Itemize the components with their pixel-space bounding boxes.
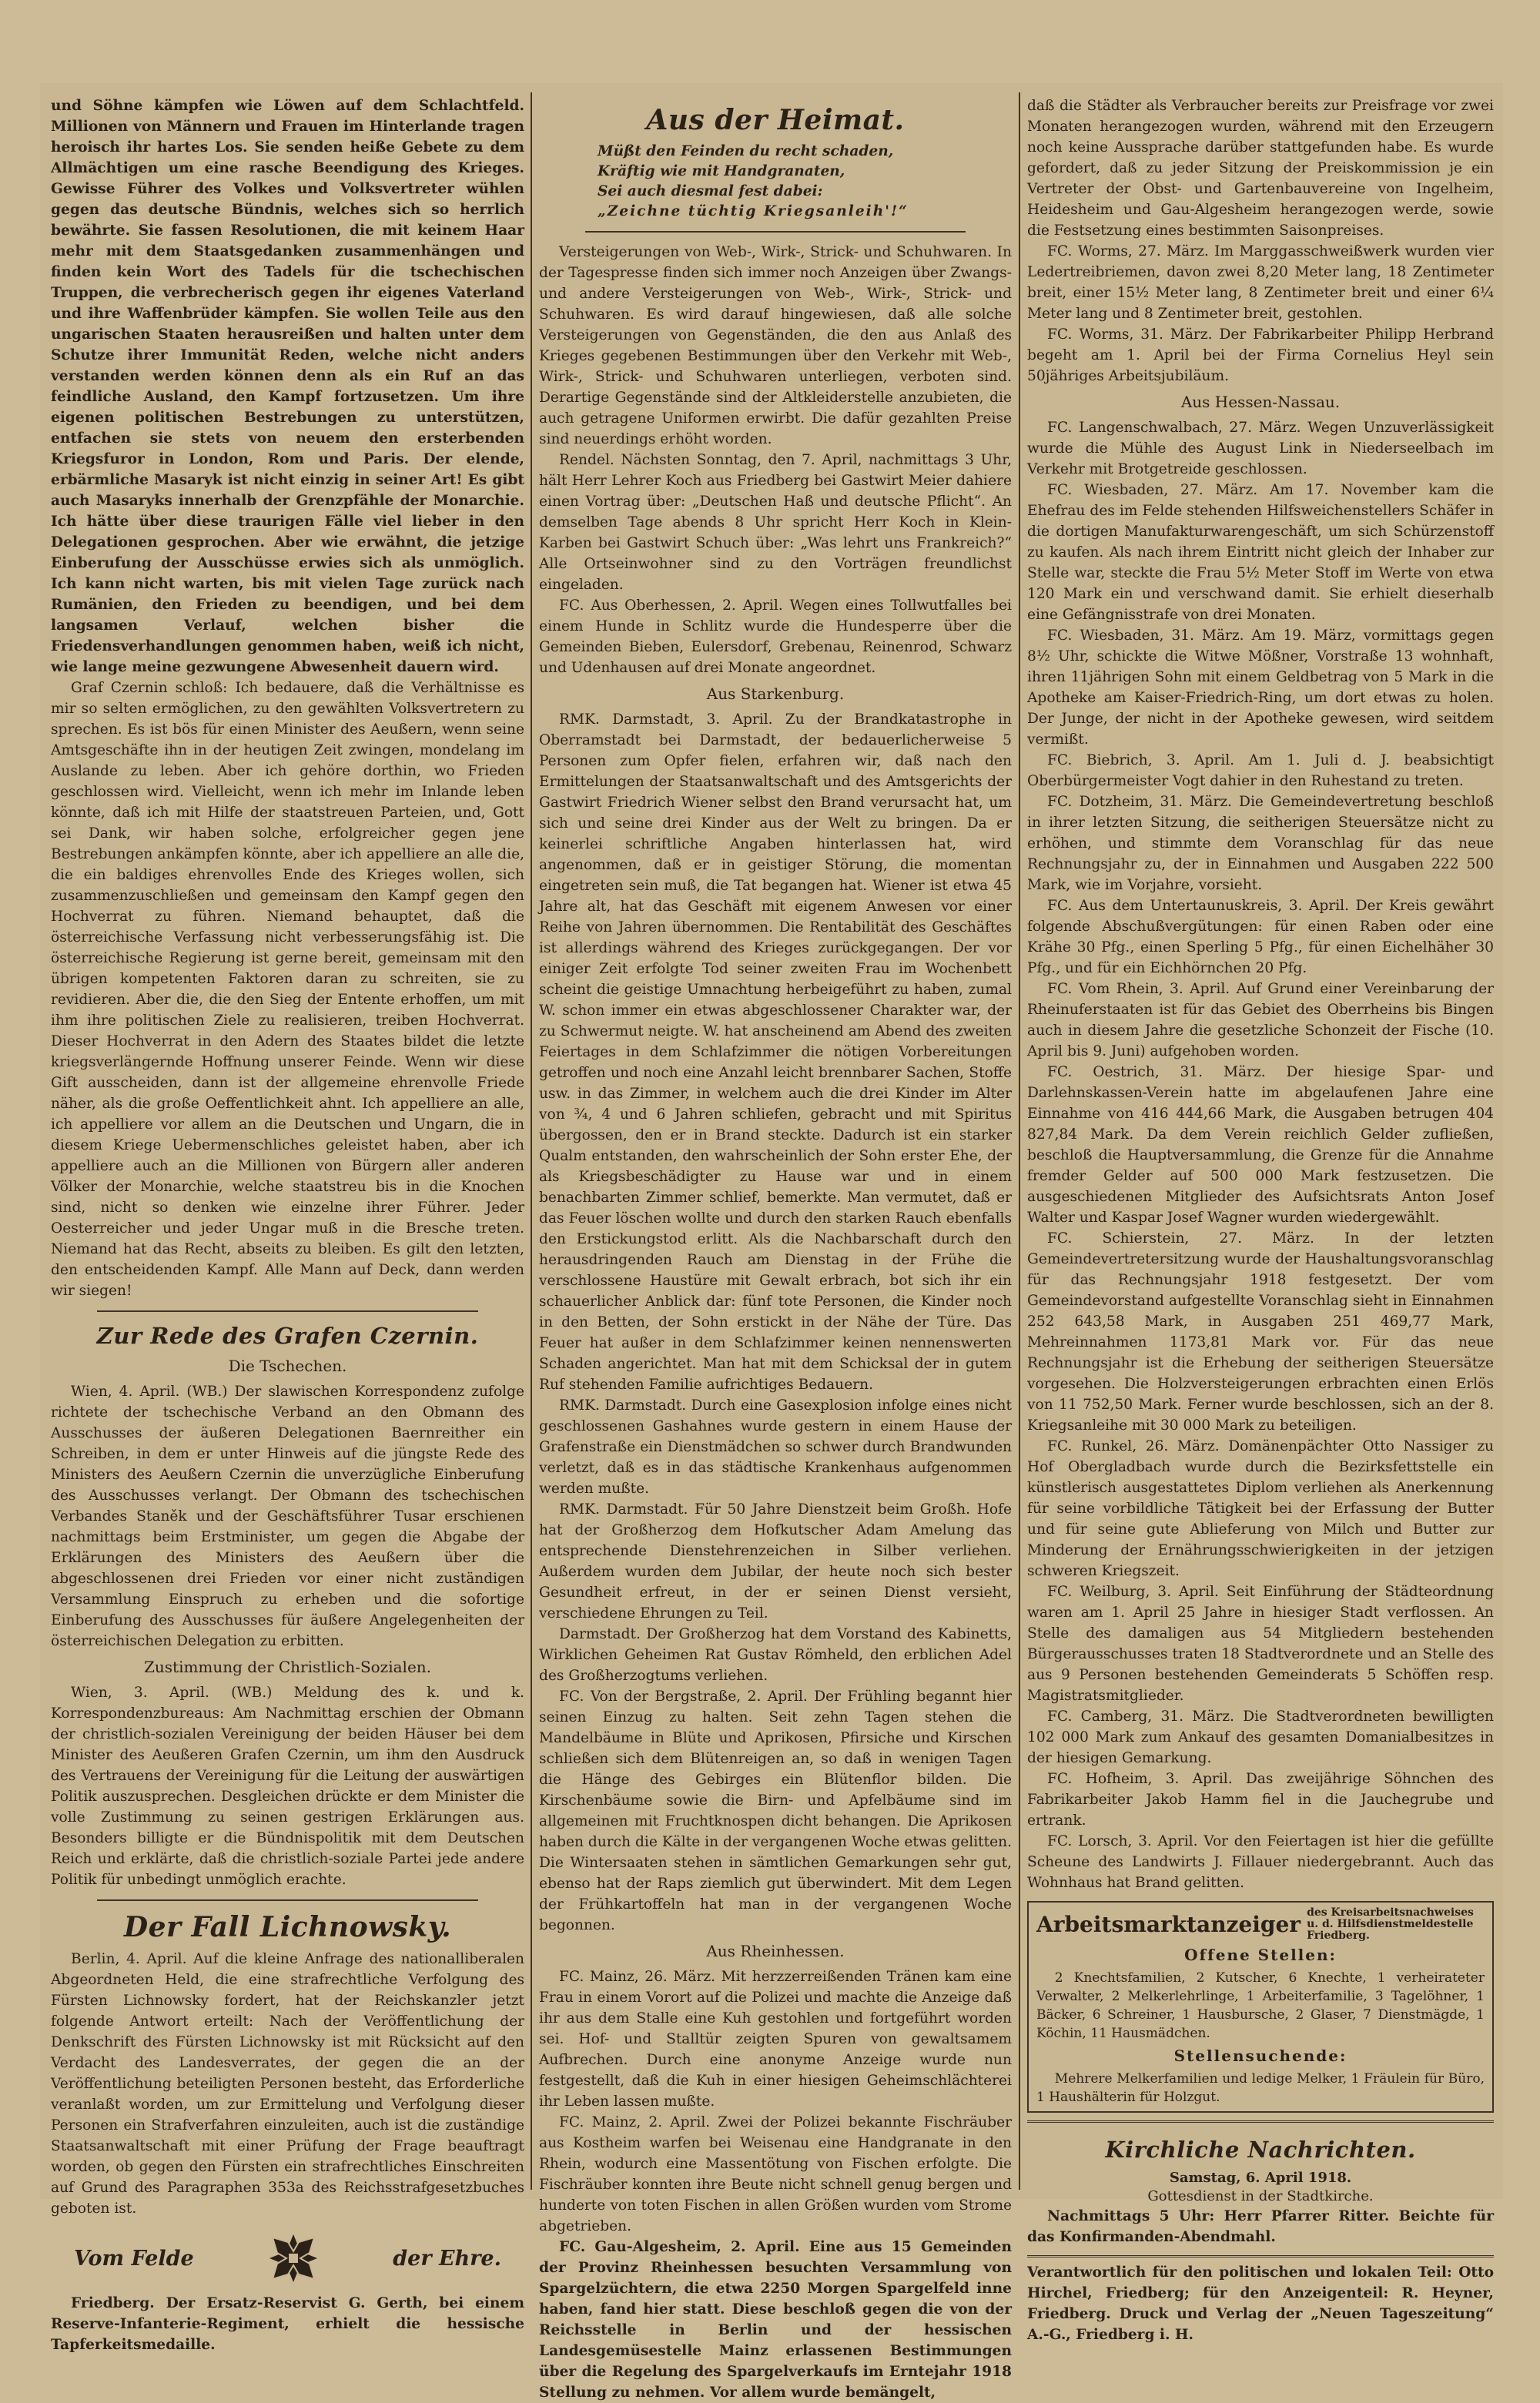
ad-subtitle: des Kreisarbeitsnachweises u. d. Hilfsdienstmeldestelle Friedberg. [1307,1906,1474,1942]
article-paragraph: FC. Weilburg, 3. April. Seit Einführung der Städteordnung waren am 1. April 25 Jahre in hiesiger Stadt verflossen. An Stelle des damaligen aus 54 Mitgliedern bestehenden Bürgerausschusses traten 18 Stadtverordnete und an Stelle des aus 9 Personen bestehenden Gemeinderats 5 Schöffen resp. Magistratsmitglieder. [1027,1584,1494,1704]
article-paragraph: Rendel. Nächsten Sonntag, den 7. April, nachmittags 3 Uhr, hält Herr Lehrer Koch aus Friedberg bei Gastwirt Meier dahiere einen Vortrag über: „Deutschen Haß und deutsche Pflicht“. An demselben Tage abends 8 Uhr spricht Herr Koch in Klein-Karben bei Gastwirt Schuch über: „Was lehrt uns Frankreich?“ Alle Ortseinwohner sind zu den Vorträgen freundlichst eingeladen. [539,452,1012,593]
article-paragraph: FC. Mainz, 26. März. Mit herzzerreißenden Tränen kam eine Frau in einem Vorort auf die Polizei und machte die Anzeige daß ihr aus dem Stalle eine Kuh gestohlen und fortgeführt worden sei. Hof- und Stalltür zeigten Spuren von gewaltsamem Aufbrechen. Durch eine anonyme Anzeige wurde nun festgestellt, daß die Kuh in einer hiesigen Geheimschlächterei ihr Leben lassen mußte. [539,1969,1012,2110]
article-paragraph: FC. Lorsch, 3. April. Vor den Feiertagen ist hier die gefüllte Scheune des Landwirts J. Fillauer niedergebrannt. Auch das Wohnhaus hat Brand gelitten. [1027,1833,1494,1891]
article-paragraph: FC. Gau-Algesheim, 2. April. Eine aus 15 Gemeinden der Provinz Rheinhessen besuchten Versammlung von Spargelzüchtern, die etwa 2250 Morgen Spargelfeld inne haben, fand hier statt. Diese beschloß gegen die von der Reichsstelle in Berlin und der hessischen Landesgemüsestelle Mainz erlassenen Bestimmungen über die Regelung des Spargelverkaufs im Erntejahr 1918 Stellung zu nehmen. Vor allem wurde bemängelt, [539,2239,1012,2401]
subheading: Zustimmung der Christlich-Sozialen. [143,1658,432,1676]
article-paragraph: und Söhne kämpfen wie Löwen auf dem Schlachtfeld. Millionen von Männern und Frauen im Hinterlande tragen heroisch ihr hartes Los. Sie senden heiße Gebete zu dem Allmächtigen um eine rasche Beendigung des Krieges. Gewisse Führer des Volkes und Volksvertreter wühlen gegen das deutsche Bündnis, welches sich so herrlich bewährte. Sie fassen Resolutionen, die mit keinem Haar mehr mit dem Staatsgedanken zusammenhängen und finden kein Wort des Tadels für die tschechischen Truppen, die verbrecherisch gegen ihr eigenes Vaterland und ihre Waffenbrüder kämpfen. Sie wollen Teile aus den ungarischen Staaten herausreißen und halten unter dem Schutze ihrer Immunität Reden, welche nicht anders verstanden werden können denn als ein Ruf an das feindliche Ausland, den Kampf fortzusetzen. Um ihre eigenen politischen Bestrebungen zu unterstützen, entfachen sie stets von neuem den ersterbenden Kriegsfuror in London, Rom und Paris. Der elende, erbärmliche Masaryk ist nicht einzig in seiner Art! Es gibt auch Masaryks innerhalb der Grenzpfähle der Monarchie. Ich hätte über diese traurigen Fälle viel lieber in den Delegationen gesprochen. Aber wie erwähnt, die jetzige Einberufung der Ausschüsse erwies sich als unmöglich. Ich kann nicht warten, bis mit vielen Tage zurück nach Rumänien, den Frieden zu beendigen, und bei dem langsamen Verlauf, welchen bisher die Friedensverhandlungen genommen haben, weiß ich nicht, wie lange meine gezwungene Abwesenheit dauern wird. [51,98,524,675]
imprint-text: Verantwortlich für den politischen und lokalen Teil: Otto Hirchel, Friedberg; für den Anzeigenteil: R. Heyner, Friedberg. Druck und Verlag der „Neuen Tageszeitung“ A.-G., Friedberg i. H. [1027,2264,1494,2343]
honor-right-text: der Ehre. [393,2246,501,2271]
article-paragraph: FC. Aus Oberhessen, 2. April. Wegen eines Tollwutfalles bei einem Hunde in Schlitz wurde die Hundesperre über die Gemeinden Bieben, Eulersdorf, Grebenau, Reinenrod, Schwarz und Udenhausen auf drei Monate angeordnet. [539,597,1012,676]
article-paragraph: Wien, 3. April. (WB.) Meldung des k. und k. Korrespondenzbureaus: Am Nachmittag erschien der Obmann der christlich-sozialen Vereinigung der beiden Häuser bei dem Minister des Aeußeren Grafen Czernin, um ihm den Ausdruck des Vertrauens der Vereinigung für die Leitung der auswärtigen Politik auszusprechen. Desgleichen drückte er dem Minister die volle Zustimmung zu seinen gestrigen Erklärungen aus. Besonders billigte er die Bündnispolitik mit dem Deutschen Reich und erklärte, daß die christlich-soziale Partei jede andere Politik für unbedingt unmöglich erachte. [51,1685,524,1888]
church-heading: Kirchliche Nachrichten. [1105,2137,1416,2163]
headline-lichnowsky: Der Fall Lichnowsky. [123,1911,452,1943]
article-paragraph: Graf Czernin schloß: Ich bedauere, daß die Verhältnisse es mir so selten ermöglichen, zu den gewählten Volksvertretern zu sprechen. Es ist bös für einen Minister des Aeußern, wenn seine Amtsgeschäfte ihn in der heutigen Zeit zwingen, mondelang im Auslande zu leben. Aber ich gehöre dorthin, wo Frieden geschlossen wird. Vielleicht, wenn ich mehr im Inlande leben könnte, daß ich mit Hilfe der staatstreuen Parteien, und, Gott sei Dank, wir haben solche, erfolgreicher gegen jene Bestrebungen ankämpfen könnte, aber ich appelliere an alle die, die ein baldiges ehrenvolles Ende des Krieges wollen, sich zusammenzuschließen und gemeinsam den Kampf gegen den Hochverrat zu führen. Niemand behauptet, daß die österreichische Verfassung nicht verbesserungsfähig ist. Die österreichische Regierung ist gerne bereit, gemeinsam mit den übrigen kompetenten Faktoren daran zu schreiten, sie zu revidieren. Aber die, die den Sieg der Entente erhoffen, um mit ihm ihre politischen Ziele zu realisieren, treiben Hochverrat. Dieser Hochverrat in den Adern des Staates bildet die letzte kriegsverlängernde Hoffnung unserer Feinde. Wenn wir diese Gift ausscheiden, dann ist der allgemeine ehrenvolle Friede näher, als die große Oeffentlichkeit ahnt. Ich appelliere an alle, ich appelliere vor allem an die Deutschen und Ungarn, die in diesem Kriege Uebermenschliches geleistet haben, aber ich appelliere auch an die Millionen von Bürgern aller anderen Völker der Monarchie, welche staatstreu bis in die Knochen sind, nicht so denken wie einzelne ihrer Führer. Jeder Oesterreicher und jeder Ungar muß in die Bresche treten. Niemand hat das Recht, abseits zu bleiben. Es gilt den letzten, den entscheidenden Kampf. Alle Mann auf Deck, dann werden wir siegen! [51,680,524,1299]
article-paragraph: Wien, 4. April. (WB.) Der slawischen Korrespondenz zufolge richtete der tschechische Verband an den Obmann des Ausschusses der äußeren Delegationen Baernreither ein Schreiben, in dem er unter Hinweis auf die jüngste Rede des Ministers des Aeußern Czernin die unverzügliche Einberufung des Ausschusses verlangt. Der Obmann des tschechischen Verbandes Staněk und der Geschäftsführer Tusar erschienen nachmittags beim Erstminister, um gegen die Abgabe der Erklärungen des Ministers des Aeußern über die abgeschlossenen drei Frieden vor einer nicht zuständigen Versammlung Einspruch zu erheben und die sofortige Einberufung des Ausschusses für äußere Angelegenheiten der österreichischen Delegation zu erbitten. [51,1384,524,1649]
article-paragraph: FC. Oestrich, 31. März. Der hiesige Spar- und Darlehnskassen-Verein hatte im abgelaufenen Jahre eine Einnahme von 416 444,66 Mark, die Ausgaben betrugen 404 827,84 Mark. Da dem Verein reichlich Gelder zufließen, beschloß die Hauptversammlung, die Grenze für die Annahme fremder Gelder auf 500 000 Mark festzusetzen. Die ausgeschiedenen Mitglieder des Aufsichtsrats Anton Josef Walter und Kaspar Josef Wagner wurden wiedergewählt. [1027,1064,1494,1226]
church-text: Nachmittags 5 Uhr: Herr Pfarrer Ritter. Beichte für das Konfirmanden-Abendmahl. [1027,2208,1494,2245]
article-paragraph: FC. Mainz, 2. April. Zwei der Polizei bekannte Fischräuber aus Kostheim warfen bei Weisenau eine Handgranate in den Rhein, wodurch eine Massentötung von Fischen erfolgte. Die Fischräuber konnten ihre Beute nicht schnell genug bergen und hunderte von toten Fischen in allen Größen wurden vom Strome abgetrieben. [539,2114,1012,2234]
church-date: Samstag, 6. April 1918. [1169,2170,1352,2186]
ad-header [1036,1907,1485,1942]
divider [97,1899,478,1901]
ad-text: 2 Knechtsfamilien, 2 Kutscher, 6 Knechte, 1 verheirateter Verwalter, 2 Melkerlehrlinge, 1 Arbeiterfamilie, 3 Tagelöhner, 1 Bäcker, 6 Schreiner, 1 Hausbursche, 2 Glaser, 7 Dienstmägde, 1 Köchin, 11 Hausmädchen. [1036,1970,1485,2041]
poem-line: Sei auch diesmal fest dabei: [598,183,823,199]
article-paragraph: FC. Runkel, 26. März. Domänenpächter Otto Nassiger zu Hof Obergladbach wurde durch die Bezirksfettstelle ein künstlerisch ausgestattetes Diplom verliehen als Anerkennung für seine vorbildliche Tätigkeit bei der Erfassung der Butter und für seine gute Ablieferung von Milch und Butter zur Minderung der Ernährungsschwierigkeiten in der jetzigen schweren Kriegszeit. [1027,1438,1494,1579]
article-paragraph: FC. Worms, 31. März. Der Fabrikarbeiter Philipp Herbrand begeht am 1. April bei der Firma Cornelius Heyl sein 50jähriges Arbeitsjubiläum. [1027,326,1494,384]
headline-czernin: Zur Rede des Grafen Czernin. [96,1323,479,1349]
divider [97,1310,478,1312]
imprint [1027,2255,1494,2345]
honor-left-text: Vom Felde [74,2246,194,2271]
article-paragraph: FC. Aus dem Untertaunuskreis, 3. April. Der Kreis gewährt folgende Abschußvergütungen: für einen Raben oder eine Krähe 30 Pfg., einen Sperling 5 Pfg., für einen Eichelhäher 30 Pfg., und für ein Eichhörnchen 20 Pfg. [1027,898,1494,976]
iron-cross-icon [265,2230,322,2287]
article-paragraph: RMK. Darmstadt. Durch eine Gasexplosion infolge eines nicht geschlossenen Gashahnes wurde gestern in einem Hause der Grafenstraße ein Dienstmädchen so schwer durch Brandwunden verletzt, daß es in das städtische Krankenhaus aufgenommen werden mußte. [539,1397,1012,1497]
divider [585,231,966,233]
article-paragraph: RMK. Darmstadt, 3. April. Zu der Brandkatastrophe in Oberramstadt bei Darmstadt, der bedauerlicherweise 5 Personen zum Opfer fielen, erfahren wir, daß nach den Ermittelungen der Staatsanwaltschaft und des Amtsgerichts der Gastwirt Friedrich Wiener selbst den Brand verursacht hat, um sich und seine drei Kinder aus der Welt zu bringen. Da er keinerlei schriftliche Angaben hinterlassen hat, wird angenommen, daß er in geistiger Störung, die momentan eingetreten sein muß, die Tat begangen hat. Wiener ist etwa 45 Jahre alt, hat das Geschäft mit eigenem Anwesen vor einer Reihe von Jahren übernommen. Die Rentabilität des Geschäftes ist allerdings während des Krieges zurückgegangen. Der vor einiger Zeit erfolgte Tod seiner zweiten Frau im Wochenbett scheint die geistige Umnachtung herbeigeführt zu haben, zumal W. schon immer ein etwas abgeschlossener Charakter war, der zu Schwermut neigte. W. hat anscheinend am Abend des zweiten Feiertages in dem Schlafzimmer die nötigen Vorbereitungen getroffen und noch eine Anzahl leicht brennbarer Sachen, Stoffe usw. in das Zimmer, in welchem auch die drei Kinder im Alter von ¾, 4 und 6 Jahren schliefen, gebracht und mit Spiritus übergossen, den er in Brand steckte. Dadurch ist ein starker Qualm entstanden, den wahrscheinlich der Sohn erster Ehe, der als Kriegsbeschädigter zu Hause war und in einem benachbarten Zimmer schlief, bemerkte. Man vermutet, daß er das Feuer löschen wollte und durch den starken Rauch ebenfalls den Erstickungstod erlitt. Als die Nachbarschaft durch den herausdringenden Rauch am Dienstag in der Frühe die verschlossene Haustüre mit Gewalt erbrach, bot sich ihr ein schauerlicher Anblick dar: fünf tote Personen, die Kinder noch in den Betten, der Sohn erstickt in der Nähe der Türe. Das Feuer hat außer in dem Schlafzimmer keinen nennenswerten Schaden angerichtet. Man hat mit dem Schicksal der in gutem Ruf stehenden Familie aufrichtiges Bedauern. [539,711,1012,1393]
church-news [1027,2120,1494,2247]
article-paragraph: Friedberg. Der Ersatz-Reservist G. Gerth, bei einem Reserve-Infanterie-Regiment, erhielt die hessische Tapferkeitsmedaille. [51,2295,524,2353]
poem [539,142,1012,222]
honor-heading [51,2230,524,2287]
article-paragraph: Darmstadt. Der Großherzog hat dem Vorstand des Kabinetts, Wirklichen Geheimen Rat Gustav Römheld, den erblichen Adel des Großherzogtums verliehen. [539,1626,1012,1684]
poem-line: Kräftig wie mit Handgranaten, [598,163,845,179]
poem-line: Müßt den Feinden du recht schaden, [598,143,894,159]
column-rule [1019,92,1020,2190]
article-paragraph: FC. Langenschwalbach, 27. März. Wegen Unzuverlässigkeit wurde die Mühle des August Link in Niederseelbach im Verkehr mit Brotgetreide geschlossen. [1027,420,1494,477]
ad-text: Mehrere Melkerfamilien und ledige Melker, 1 Fräulein für Büro, 1 Haushälterin für Holzgut. [1036,2071,1485,2105]
article-paragraph: FC. Dotzheim, 31. März. Die Gemeindevertretung beschloß in ihrer letzten Sitzung, die seitherigen Steuersätze nicht zu erhöhen, und stimmte dem Voranschlag für das neue Rechnungsjahr zu, der in Einnahmen und Ausgaben 222 500 Mark, wie im Vorjahre, vorsieht. [1027,794,1494,893]
newspaper-page [40,83,1503,2401]
ad-section-title: Stellensuchende: [1173,2047,1348,2065]
labor-market-ad [1027,1901,1494,2113]
subheading: Die Tschechen. [228,1357,347,1375]
column-2 [539,95,1012,2401]
article-paragraph: FC. Camberg, 31. März. Die Stadtverordneten bewilligten 102 000 Mark zum Ankauf des gesamten Domanialbesitzes in der hiesigen Gemarkung. [1027,1709,1494,1766]
article-paragraph: FC. Wiesbaden, 31. März. Am 19. März, vormittags gegen 8½ Uhr, schickte die Witwe Mößner, Vorstraße 13 wohnhaft, ihren 11jährigen Sohn mit einem Geldbetrag von 5 Mark in die Apotheke am Kaiser-Friedrich-Ring, um dort etwas zu holen. Der Junge, der nicht in der Apotheke gewesen, wird seitdem vermißt. [1027,628,1494,748]
ad-section-title: Offene Stellen: [1184,1946,1337,1964]
article-paragraph: daß die Städter als Verbraucher bereits zur Preisfrage vor zwei Monaten herangezogen wurden, während mit den Erzeugern noch keine Aussprache darüber stattgefunden habe. Es wurde gefordert, daß zu jeder Sitzung der Preiskommission je ein Vertreter der Obst- und Gartenbauvereine von Ingelheim, Heidesheim und Gau-Algesheim herangezogen werde, sowie die Festsetzung eines bestimmten Saisonpreises. [1027,98,1494,239]
article-paragraph: Berlin, 4. April. Auf die kleine Anfrage des nationalliberalen Abgeordneten Held, die eine strafrechtliche Verfolgung des Fürsten Lichnowsky fordert, hat der Reichskanzler jetzt folgende Antwort erteilt: Nach der Veröffentlichung der Denkschrift des Fürsten Lichnowsky ist mit Rücksicht auf den Verdacht des Landesverrates, der gegen die an der Veröffentlichung beteiligten Personen besteht, das Erforderliche veranlaßt worden, um zur Ermittelung und Verfolgung dieser Personen ein Strafverfahren einzuleiten, auch ist die zuständige Staatsanwaltschaft mit einer Prüfung der Frage beauftragt worden, ob gegen den Fürsten ein strafrechtliches Einschreiten auf Grund des Paragraphen 353a des Reichsstrafgesetzbuches geboten ist. [51,1951,524,2217]
poem-line: „Zeichne tüchtig Kriegsanleih'!“ [598,203,909,219]
article-paragraph: FC. Hofheim, 3. April. Das zweijährige Söhnchen des Fabrikarbeiter Jakob Hamm fiel in die Jauchegrube und ertrank. [1027,1771,1494,1829]
column-3 [1027,95,1494,2343]
article-paragraph: FC. Wiesbaden, 27. März. Am 17. November kam die Ehefrau des im Felde stehenden Hilfsweichenstellers Schäfer in die dortigen Manufakturwarengeschäft, um sich Schürzenstoff zu kaufen. Als nach ihrem Eintritt nicht gleich der Inhaber zur Stelle war, steckte die Frau 5½ Meter Stoff im Werte von etwa 120 Mark ein und verschwand damit. Sie erhielt dieserhalb eine Gefängnisstrafe von drei Monaten. [1027,482,1494,623]
ad-title: Arbeitsmarktanzeiger [1036,1911,1301,1937]
subheading: Aus Rheinhessen. [706,1942,845,1960]
article-paragraph: FC. Vom Rhein, 3. April. Auf Grund einer Vereinbarung der Rheinuferstaaten ist für das Gebiet des Oberrheins bis Bingen auch in diesem Jahre die gesetzliche Schonzeit der Fische (10. April bis 9. Juni) aufgehoben worden. [1027,981,1494,1059]
article-paragraph: RMK. Darmstadt. Für 50 Jahre Dienstzeit beim Großh. Hofe hat der Großherzog dem Hofkutscher Adam Amelung das entsprechende Dienstehrenzeichen in Silber verliehen. Außerdem wurden dem Jubilar, der heute noch sich bester Gesundheit erfreut, in der er seinen Dienst versieht, verschiedene Ehrungen zu Teil. [539,1501,1012,1622]
subheading: Aus Starkenburg. [706,684,845,703]
article-paragraph: FC. Schierstein, 27. März. In der letzten Gemeindevertretersitzung wurde der Haushaltungsvoranschlag für das Rechnungsjahr 1918 festgesetzt. Der vom Gemeindevorstand aufgestellte Voranschlag sieht in Einnahmen 252 643,58 Mark, in Ausgaben 251 469,77 Mark, Mehreinnahmen 1173,81 Mark vor. Für das neue Rechnungsjahr ist die Erhebung der seitherigen Steuersätze vorgesehen. Die Holzversteigerungen erbrachten einen Erlös von 11 752,50 Mark. Ferner wurde beschlossen, sich an der 8. Kriegsanleihe mit 30 000 Mark zu beteiligen. [1027,1230,1494,1434]
article-paragraph: FC. Von der Bergstraße, 2. April. Der Frühling begannt hier seinen Einzug zu halten. Seit zehn Tagen stehen die Mandelbäume in Blüte und Aprikosen, Pfirsiche und Kirschen schließen sich dem Blütenreigen an, so daß in wenigen Tagen die Hänge des Gebirges ein Blütenflor bilden. Die Kirschenbäume sowie die Birn- und Apfelbäume sind im allgemeinen mit Fruchtknospen dicht behangen. Die Aprikosen haben durch die Kälte in der vergangenen Woche etwas gelitten. Die Wintersaaten stehen in sämtlichen Gemarkungen sehr gut, ebenso hat der Raps ziemlich gut überwindert. Mit dem Legen der Frühkartoffeln hat man in der vergangenen Woche begonnen. [539,1688,1012,1933]
subheading: Aus Hessen-Nassau. [1180,393,1341,411]
column-rule [531,92,532,2190]
article-paragraph: Versteigerungen von Web-, Wirk-, Strick- und Schuhwaren. In der Tagespresse finden sich immer noch Anzeigen über Zwangs- und andere Versteigerungen von Web-, Wirk-, Strick- und Schuhwaren. Es wird darauf hingewiesen, daß alle solche Versteigerungen von Gegenständen, die den aus Anlaß des Krieges gegebenen Bestimmungen über den Verkehr mit Web-, Wirk-, Strick- und Schuhwaren unterliegen, verboten sind. Derartige Gegenstände sind der Altkleiderstelle anzubieten, die auch getragene Uniformen erwirbt. Die dafür gezahlten Preise sind neuerdings erhöht worden. [539,244,1012,447]
column-1 [51,95,524,2353]
church-subheading: Gottesdienst in der Stadtkirche. [1147,2188,1374,2204]
article-paragraph: FC. Worms, 27. März. Im Marggasschweißwerk wurden vier Ledertreibriemen, davon zwei 8,20 Meter lang, 18 Zentimeter breit, einer 15½ Meter lang, 8 Zentimeter breit und einer 6¼ Meter lang und 8 Zentimeter breit, gestohlen. [1027,243,1494,322]
article-paragraph: FC. Biebrich, 3. April. Am 1. Juli d. J. beabsichtigt Oberbürgermeister Vogt dahier in den Ruhestand zu treten. [1027,752,1494,789]
headline-heimat: Aus der Heimat. [646,104,905,136]
